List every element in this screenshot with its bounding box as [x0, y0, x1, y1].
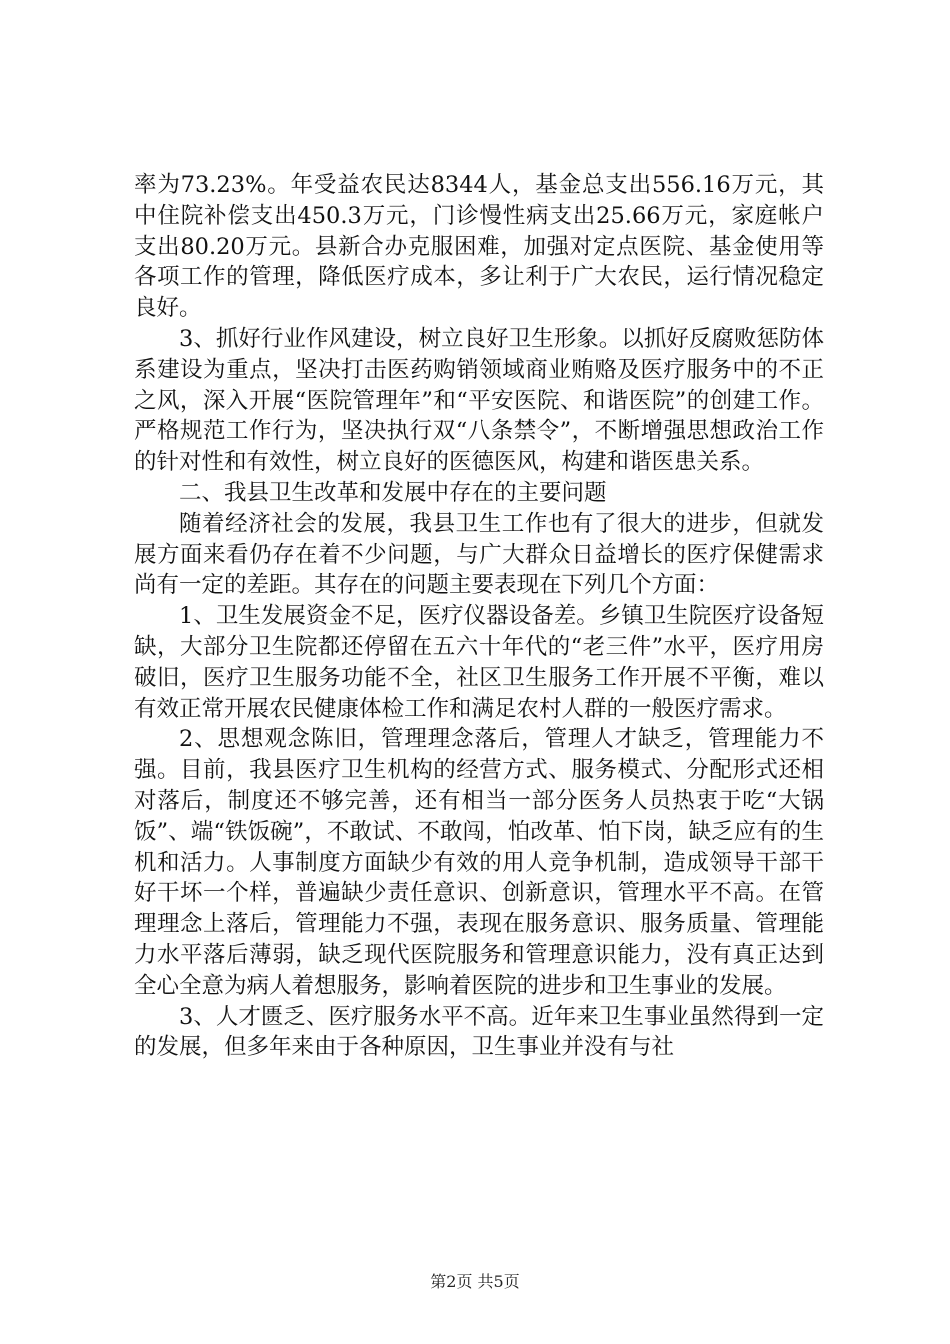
paragraph-funding-shortage: 1、卫生发展资金不足，医疗仪器设备差。乡镇卫生院医疗设备短缺，大部分卫生院都还停留在五六十年代的“老三件”水平，医疗用房破旧，医疗卫生服务功能不全，社区卫生服务工作开展不平衡，难以有效正常开展农民健康体检工作和满足农村人群的一般医疗需求。 [134, 603, 824, 722]
paragraph-talent-shortage: 3、人才匮乏、医疗服务水平不高。近年来卫生事业虽然得到一定的发展，但多年来由于各种原因，卫生事业并没有与社 [134, 1003, 824, 1061]
paragraph-management-concepts: 2、思想观念陈旧，管理理念落后，管理人才缺乏，管理能力不强。目前，我县医疗卫生机构的经营方式、服务模式、分配形式还相对落后，制度还不够完善，还有相当一部分医务人员热衷于吃“大锅饭”、端“铁饭碗”，不敢试、不敢闯，怕改革、怕下岗，缺乏应有的生机和活力。人事制度方面缺少有效的用人竞争机制，造成领导干部干好干坏一个样，普遍缺少责任意识、创新意识，管理水平不高。在管理理念上落后，管理能力不强，表现在服务意识、服务质量、管理能力水平落后薄弱，缺乏现代医院服务和管理意识能力，没有真正达到全心全意为病人着想服务，影响着医院的进步和卫生事业的发展。 [134, 726, 824, 999]
page-number-footer: 第2页 共5页 [430, 1272, 520, 1291]
paragraph-industry-style: 3、抓好行业作风建设，树立良好卫生形象。以抓好反腐败惩防体系建设为重点，坚决打击医药购销领域商业贿赂及医疗服务中的不正之风，深入开展“医院管理年”和“平安医院、和谐医院”的创建工作。严格规范工作行为，坚决执行双“八条禁令”，不断增强思想政治工作的针对性和有效性，树立良好的医德医风，构建和谐医患关系。 [134, 325, 824, 476]
paragraph-continuation: 率为73.23%。年受益农民达8344人，基金总支出556.16万元，其中住院补偿支出450.3万元，门诊慢性病支出25.66万元，家庭帐户支出80.20万元。县新合办克服困难，加强对定点医院、基金使用等各项工作的管理，降低医疗成本，多让利于广大农民，运行情况稳定良好。 [134, 172, 824, 322]
paragraph-problems-intro: 随着经济社会的发展，我县卫生工作也有了很大的进步，但就发展方面来看仍存在着不少问题，与广大群众日益增长的医疗保健需求尚有一定的差距。其存在的问题主要表现在下列几个方面： [134, 510, 824, 599]
document-body [134, 170, 824, 1063]
section-heading-main-problems: 二、我县卫生改革和发展中存在的主要问题 [179, 479, 607, 506]
